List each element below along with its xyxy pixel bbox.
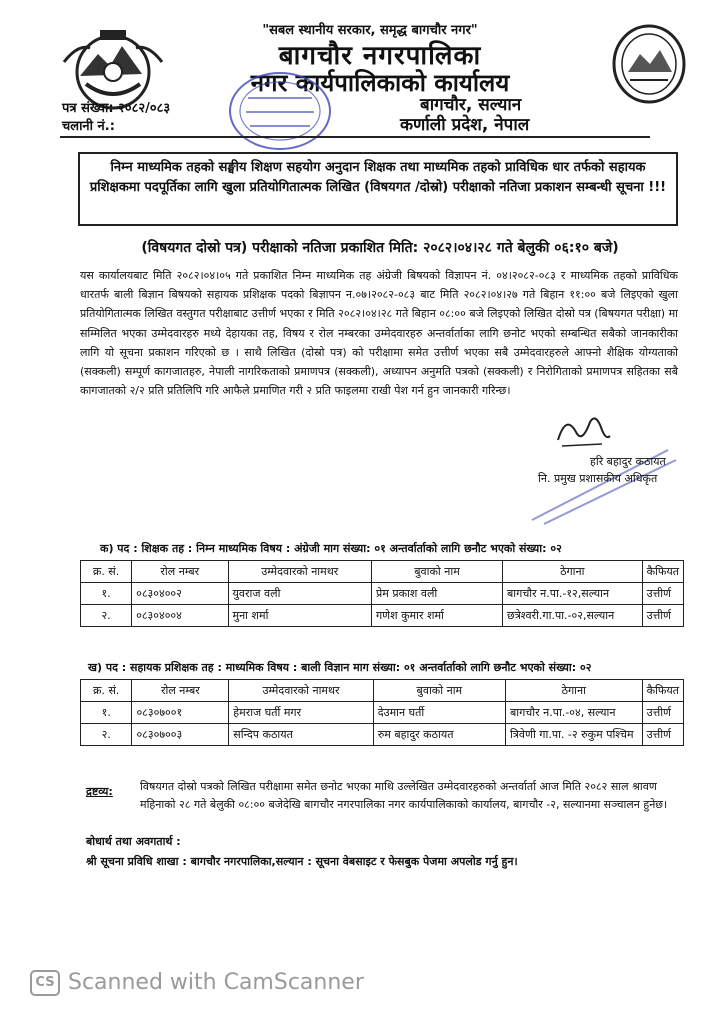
camscanner-watermark: [30, 970, 364, 996]
table-b-caption: ख) पद : सहायक प्रशिक्षक तह : माध्यमिक विषय : बाली विज्ञान माग संख्या: ०१ अन्तर्वार्ताको लागि छनौट भएको संख्या: ०२: [88, 661, 592, 674]
serial-cell: १.: [81, 583, 132, 605]
camscanner-icon: CS: [30, 970, 60, 996]
office-stamp: [226, 68, 334, 154]
table-row: [81, 702, 684, 724]
address-cell: बागचौर न.पा.-१२,सल्यान: [503, 583, 643, 605]
roll-cell: ०८३०७००३: [132, 724, 229, 746]
father-cell: रुम बहादुर कठायत: [373, 724, 505, 746]
notice-title: निम्न माध्यमिक तहको सङ्घीय शिक्षण सहयोग अनुदान शिक्षक तथा माध्यमिक तहको प्राविधिक धार तर्फको सहायक प्रशिक्षकमा पदपूर्तिका लागि खुला प्रतियोगितात्मक लिखित (विषयगत /दोस्रो) परीक्षाको नतिजा प्रकाशन सम्बन्धी सूचना !!!: [78, 152, 678, 226]
name-cell: युवराज वली: [228, 583, 371, 605]
table-row: [81, 583, 684, 605]
col-father: बुवाको नाम: [371, 561, 502, 583]
name-cell: सन्दिप कठायत: [229, 724, 373, 746]
roll-cell: ०८३०४००४: [132, 605, 228, 627]
address-cell: त्रिवेणी गा.पा. -२ रुकुम पश्चिम: [505, 724, 642, 746]
remarks-cell: उत्तीर्ण: [642, 702, 683, 724]
signatory-name: हरि बहादुर कठायत: [590, 455, 666, 468]
publication-date: (विषयगत दोस्रो पत्र) परीक्षाको नतिजा प्रकाशित मिति: २०८२।०४।२८ गते बेलुकी ०६:१० बजे): [141, 240, 619, 256]
table-a-caption: क) पद : शिक्षक तह : निम्न माध्यमिक विषय : अंग्रेजी माग संख्या: ०१ अन्तर्वार्ताको लागि छनौट भएको संख्या: ०२: [100, 542, 562, 555]
results-table-b: [80, 679, 684, 746]
notice-body: यस कार्यालयबाट मिति २०८२।०४।०५ गते प्रकाशित निम्न माध्यमिक तह अंग्रेजी बिषयको विज्ञापन नं. ०४।२०८२-०८३ र माध्यमिक तहको प्राविधिक धारतर्फ बाली बिज्ञान बिषयको सहायक प्रशिक्षक पदको बिज्ञापन न.०७।२०८२-०८३ बाट मिति २०८२।०४।२७ गते बिहान ११:०० बजे लिइएको खुला प्रतियोगितात्मक लिखित वस्तुगत परीक्षाबाट उत्तीर्ण भएका र मिति २०८२।०४।२८ गते बिहान ०८:०० बजे लिइएको लिखित दोस्रो पत्र (बिषयगत परीक्षा) मा सम्मिलित भएका उम्मेदवारहरु मध्ये देहायका तह, विषय र रोल नम्बरका उम्मेदवारहरु अन्तर्वार्ताका लागि छनोट भएको सम्बन्धित सबैको जानकारीका लागि यो सूचना प्रकाशन गरिएको छ । साथै लिखित (दोस्रो पत्र) को परीक्षामा समेत उत्तीर्ण भएका सबै उम्मेदवारहरुले आफ्नो शैक्षिक योग्यताको (सक्कली) सम्पूर्ण कागजातहरु, नेपाली नागरिकताको प्रमाणपत्र (सक्कली), अध्यापन अनुमति पत्रको (सक्कली) र निरोगिताको प्रमाणपत्र सहितका सबै कागजातको २/२ प्रति प्रतिलिपि गरि आफैले प्रमाणित गरी २ प्रति फाइलमा राखी पेश गर्न हुन जानकारी गरिन्छ।: [80, 269, 678, 398]
results-table-a: [80, 560, 684, 627]
dispatch-number: चलानी नं.:: [62, 119, 115, 134]
col-serial: क्र. सं.: [81, 561, 132, 583]
name-cell: हेमराज घर्ती मगर: [229, 702, 373, 724]
col-remarks: कैफियत: [642, 561, 683, 583]
office-location: बागचौर, सल्यान: [420, 95, 522, 115]
col-father: बुवाको नाम: [373, 680, 505, 702]
remarks-cell: उत्तीर्ण: [642, 605, 683, 627]
remarks-cell: उत्तीर्ण: [642, 583, 683, 605]
roll-cell: ०८३०७००१: [132, 702, 229, 724]
serial-cell: २.: [81, 724, 132, 746]
serial-cell: २.: [81, 605, 132, 627]
municipality-logo: [610, 22, 688, 106]
office-name: नगर कार्यपालिकाको कार्यालय: [250, 69, 510, 97]
table-header-row: [81, 680, 684, 702]
father-cell: देउमान घर्ती: [373, 702, 505, 724]
father-cell: गणेश कुमार शर्मा: [371, 605, 502, 627]
col-serial: क्र. सं.: [81, 680, 132, 702]
table-row: [81, 724, 684, 746]
cc-recipient: श्री सूचना प्रविधि शाखा : बागचौर नगरपालिका,सल्यान : सूचना वेबसाइट र फेसबुक पेजमा अपलोड गर्नु हुन।: [86, 855, 518, 868]
remarks-cell: उत्तीर्ण: [642, 724, 683, 746]
col-candidate: उम्मेदवारको नामथर: [229, 680, 373, 702]
serial-cell: १.: [81, 702, 132, 724]
signatory-title: नि. प्रमुख प्रशासकीय अधिकृत: [538, 472, 658, 485]
roll-cell: ०८३०४००२: [132, 583, 228, 605]
col-address: ठेगाना: [503, 561, 643, 583]
address-cell: बागचौर न.पा.-०४, सल्यान: [505, 702, 642, 724]
cc-label: बोधार्थ तथा अवगतार्थ :: [86, 835, 181, 848]
col-candidate: उम्मेदवारको नामथर: [228, 561, 371, 583]
col-remarks: कैफियत: [642, 680, 683, 702]
name-cell: मुना शर्मा: [228, 605, 371, 627]
col-address: ठेगाना: [505, 680, 642, 702]
table-row: [81, 605, 684, 627]
watermark-text: Scanned with CamScanner: [68, 970, 364, 995]
note-text: विषयगत दोस्रो पत्रको लिखित परीक्षामा समेत छनोट भएका माथि उल्लेखित उम्मेदवारहरुको अन्तर्वार्ता आज मिति २०८२ साल श्रावण महिनाको २८ गते बेलुकी ०८:०० बजेदेखि बागचौर नगरपालिका नगर कार्यपालिकाको कार्यालय, बागचौर -२, सल्यानमा सञ्चालन हुनेछ।: [140, 780, 668, 811]
note-label: द्रष्टव्य:: [86, 785, 113, 798]
col-roll: रोल नम्बर: [132, 561, 228, 583]
municipal-slogan: "सबल स्थानीय सरकार, समृद्ध बागचौर नगर": [262, 23, 478, 38]
letter-number: पत्र संख्या: २०८२/०८३: [62, 101, 171, 116]
header-divider: [60, 136, 650, 138]
address-cell: छत्रेश्वरी.गा.पा.-०२,सल्यान: [503, 605, 643, 627]
col-roll: रोल नम्बर: [132, 680, 229, 702]
municipality-name: बागचौर नगरपालिका: [278, 41, 482, 71]
table-header-row: [81, 561, 684, 583]
father-cell: प्रेम प्रकाश वली: [371, 583, 502, 605]
office-province: कर्णाली प्रदेश, नेपाल: [400, 115, 530, 135]
